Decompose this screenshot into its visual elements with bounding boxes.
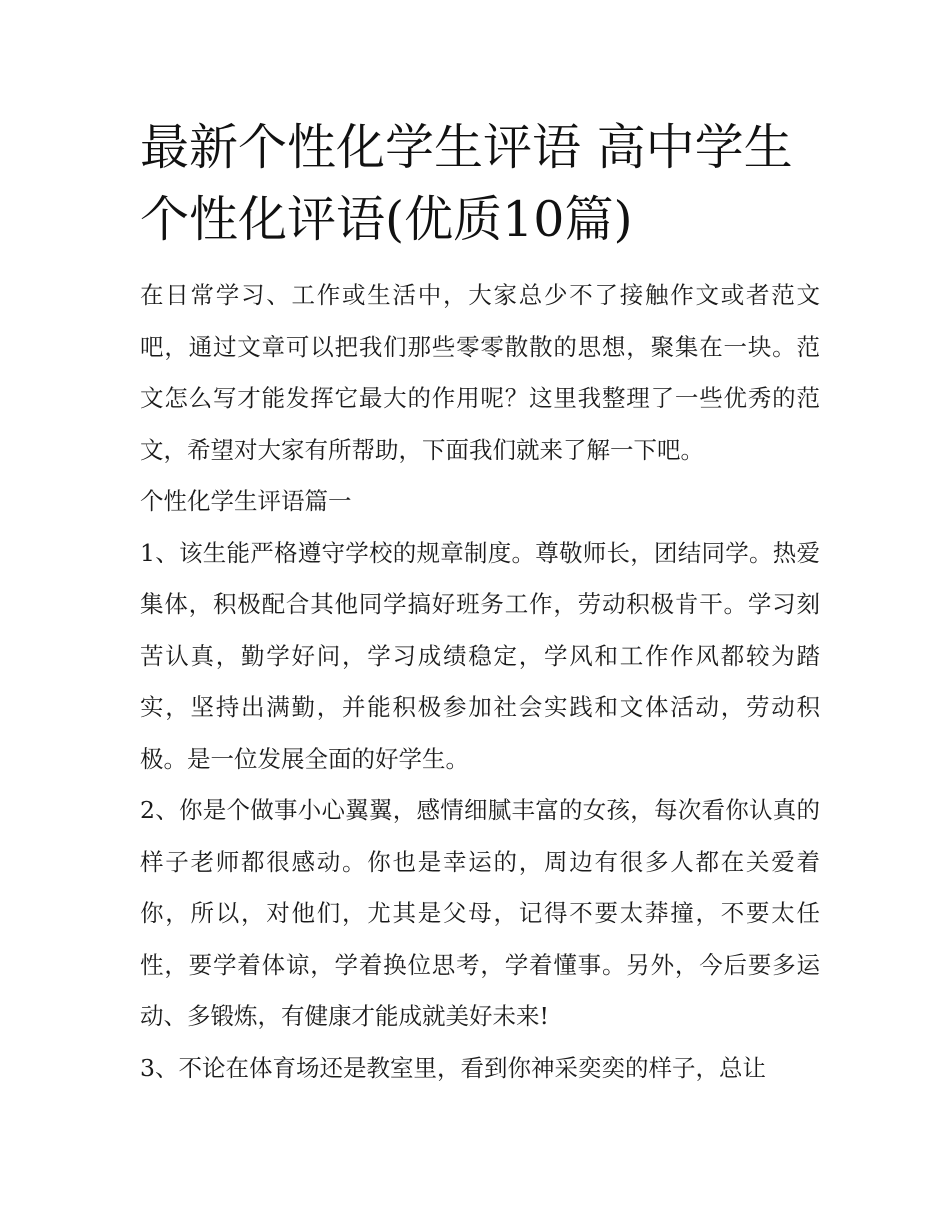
document-content xyxy=(140,112,820,1094)
comment-item-1: 1、该生能严格遵守学校的规章制度。尊敬师长，团结同学。热爱集体，积极配合其他同学搞好班务工作，劳动积极肯干。学习刻苦认真，勤学好问，学习成绩稳定，学风和工作作风都较为踏实，坚持出满勤，并能积极参加社会实践和文体活动，劳动积极。是一位发展全面的好学生。 xyxy=(140,538,820,773)
document-title xyxy=(140,112,820,256)
title-line-2: 个性化评语(优质10篇) xyxy=(140,191,633,248)
comment-item-2: 2、你是个做事小心翼翼，感情细腻丰富的女孩，每次看你认真的样子老师都很感动。你也是幸运的，周边有很多人都在关爱着你，所以，对他们，尤其是父母，记得不要太莽撞，不要太任性，要学着体谅，学着换位思考，学着懂事。另外，今后要多运动、多锻炼，有健康才能成就美好未来! xyxy=(140,796,820,1030)
section-heading: 个性化学生评语篇一 xyxy=(140,487,352,515)
title-line-1: 最新个性化学生评语 高中学生 xyxy=(140,119,793,176)
intro-paragraph: 在日常学习、工作或生活中，大家总少不了接触作文或者范文吧，通过文章可以把我们那些零零散散的思想，聚集在一块。范文怎么写才能发挥它最大的作用呢？这里我整理了一些优秀的范文，希望对大家有所帮助，下面我们就来了解一下吧。 xyxy=(140,281,820,464)
comment-item-3: 3、不论在体育场还是教室里，看到你神采奕奕的样子，总让 xyxy=(140,1053,766,1082)
